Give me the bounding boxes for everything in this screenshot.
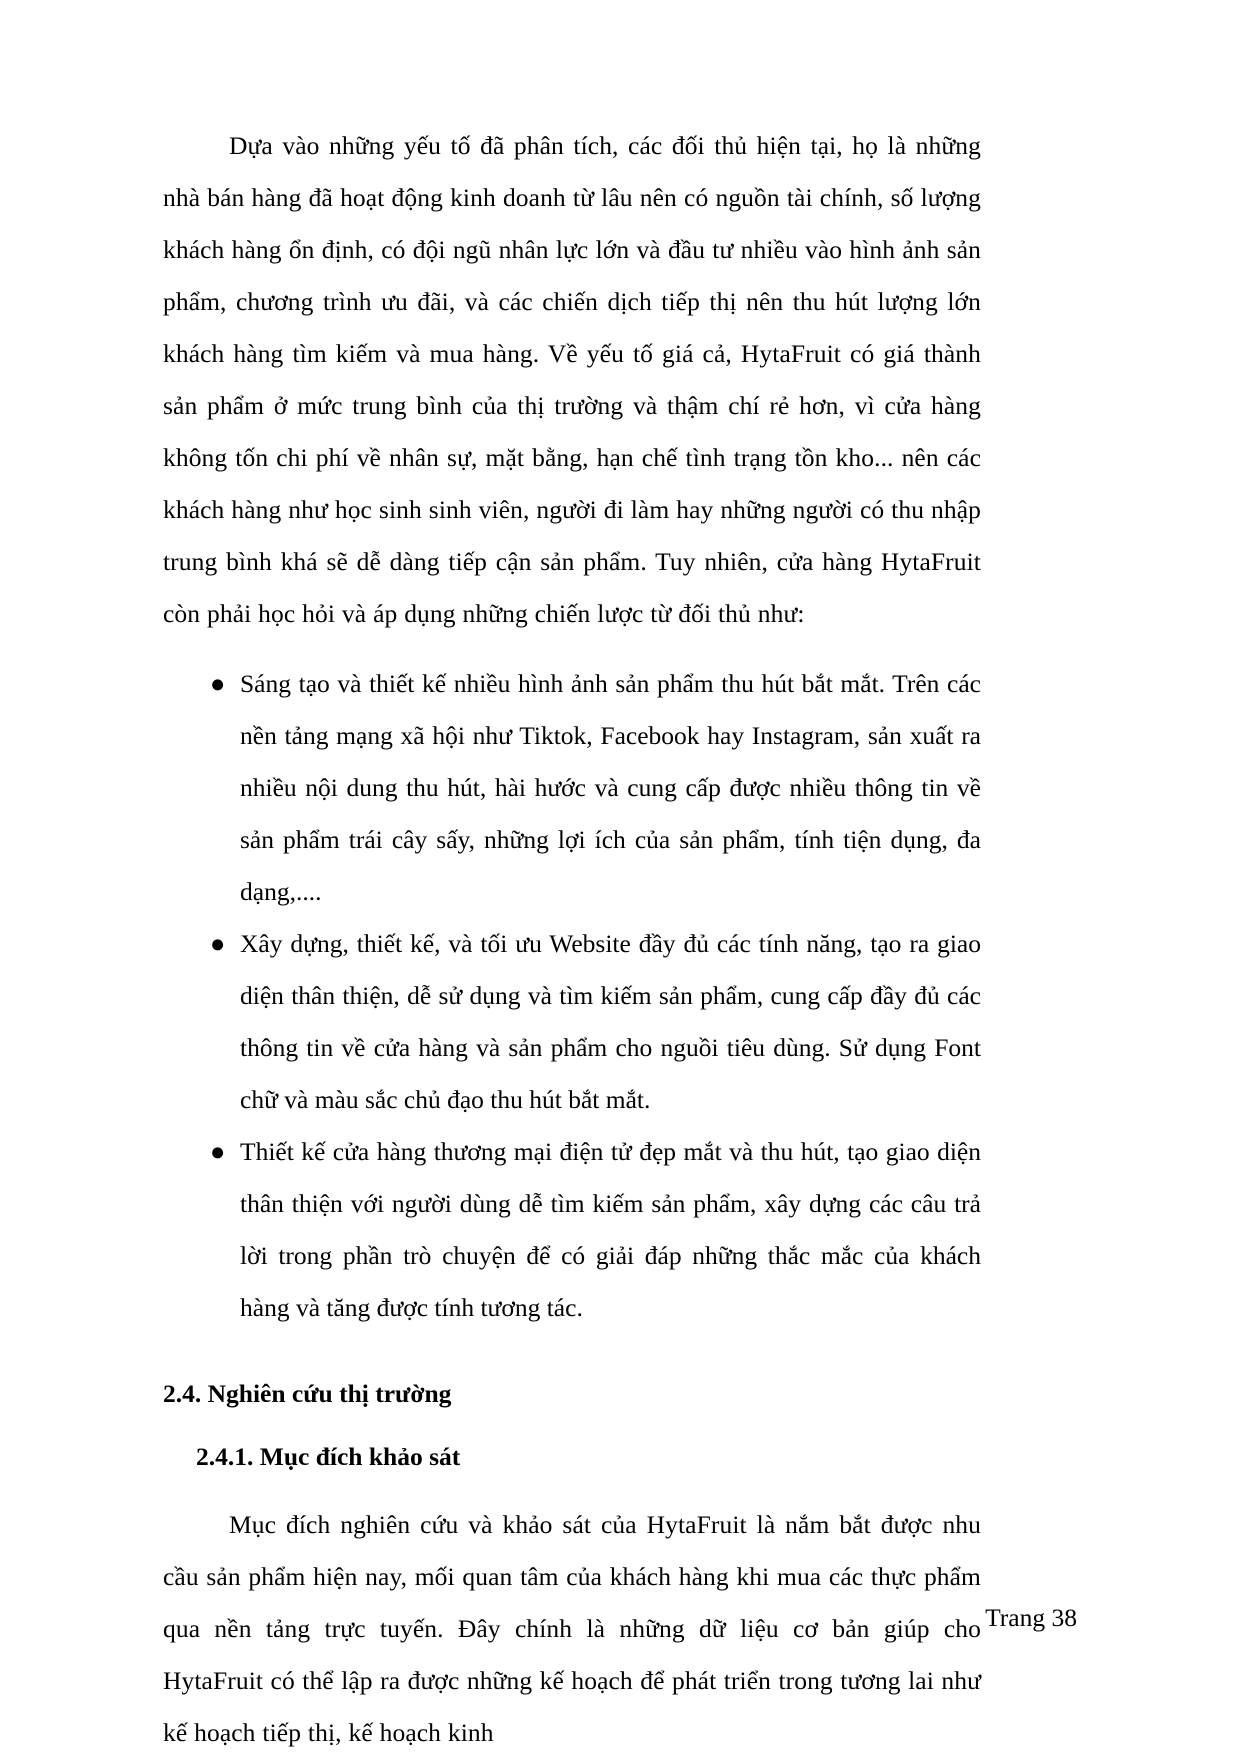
list-item-text: Thiết kế cửa hàng thương mại điện tử đẹp mắt và thu hút, tạo giao diện thân thiện với người dùng dễ tìm kiếm sản phẩm, xây dựng các câu trả lời trong phần trò chuyện để có giải đáp những thắc mắc của khách hàng và tăng được tính tương tác. <box>240 1137 981 1323</box>
list-item-text: Xây dựng, thiết kế, và tối ưu Website đầy đủ các tính năng, tạo ra giao diện thân thiện, dễ sử dụng và tìm kiếm sản phẩm, cung cấp đầy đủ các thông tin về cửa hàng và sản phẩm cho nguồi tiêu dùng. Sử dụng Font chữ và màu sắc chủ đạo thu hút bắt mắt. <box>240 929 981 1115</box>
intro-paragraph: Dựa vào những yếu tố đã phân tích, các đối thủ hiện tại, họ là những nhà bán hàng đã hoạt động kinh doanh từ lâu nên có nguồn tài chính, số lượng khách hàng ổn định, có đội ngũ nhân lực lớn và đầu tư nhiều vào hình ảnh sản phẩm, chương trình ưu đãi, và các chiến dịch tiếp thị nên thu hút lượng lớn khách hàng tìm kiếm và mua hàng. Về yếu tố giá cả, HytaFruit có giá thành sản phẩm ở mức trung bình của thị trường và thậm chí rẻ hơn, vì cửa hàng không tốn chi phí về nhân sự, mặt bằng, hạn chế tình trạng tồn kho... nên các khách hàng như học sinh sinh viên, người đi làm hay những người có thu nhập trung bình khá sẽ dễ dàng tiếp cận sản phẩm. Tuy nhiên, cửa hàng HytaFruit còn phải học hỏi và áp dụng những chiến lược từ đối thủ như: <box>163 131 981 629</box>
list-item <box>163 918 981 1126</box>
section-heading-2-4: 2.4. Nghiên cứu thị trường <box>163 1379 452 1409</box>
bullet-point-icon: ● <box>210 669 226 699</box>
page-number-footer: Trang 38 <box>985 1603 1077 1632</box>
list-item <box>163 1126 981 1334</box>
page-content <box>163 120 981 1754</box>
list-item <box>163 658 981 918</box>
list-item-text: Sáng tạo và thiết kế nhiều hình ảnh sản phẩm thu hút bắt mắt. Trên các nền tảng mạng xã hội như Tiktok, Facebook hay Instagram, sản xuất ra nhiều nội dung thu hút, hài hước và cung cấp được nhiều thông tin về sản phẩm trái cây sấy, những lợi ích của sản phẩm, tính tiện dụng, đa dạng,.... <box>240 669 981 907</box>
strategy-bullet-list <box>163 658 981 1334</box>
bullet-point-icon: ● <box>210 929 226 959</box>
section-heading-2-4-1: 2.4.1. Mục đích khảo sát <box>196 1441 461 1471</box>
bullet-point-icon: ● <box>210 1137 226 1167</box>
closing-paragraph: Mục đích nghiên cứu và khảo sát của HytaFruit là nắm bắt được nhu cầu sản phẩm hiện nay, mối quan tâm của khách hàng khi mua các thực phẩm qua nền tảng trực tuyến. Đây chính là những dữ liệu cơ bản giúp cho HytaFruit có thể lập ra được những kế hoạch để phát triển trong tương lai như kế hoạch tiếp thị, kế hoạch kinh <box>163 1510 981 1748</box>
